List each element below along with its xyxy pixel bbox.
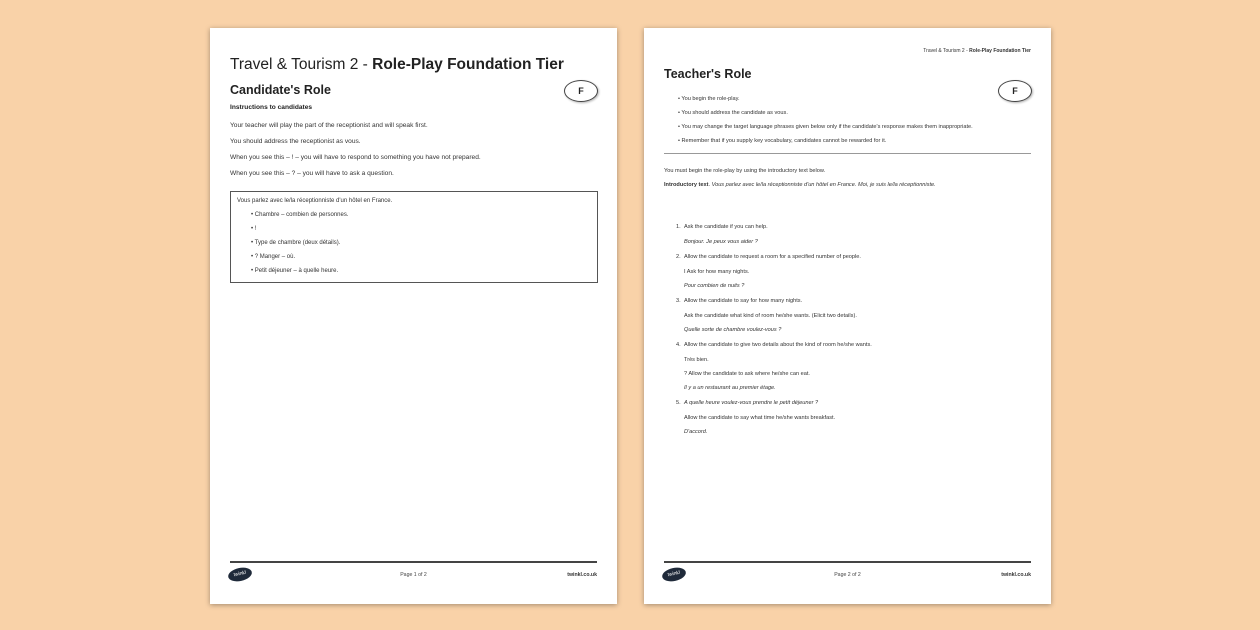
step-number: 1. [676, 224, 681, 230]
step-number: 3. [676, 298, 681, 304]
task-box [230, 191, 598, 283]
page-candidate-role [210, 28, 617, 604]
footer-site: twinkl.co.uk [567, 572, 597, 578]
step-number: 2. [676, 254, 681, 260]
step-number: 4. [676, 342, 681, 348]
header-bold: Role-Play Foundation Tier [969, 48, 1031, 54]
footer-divider [664, 561, 1031, 563]
page-teacher-role [644, 28, 1051, 604]
page-title [230, 56, 564, 74]
step-line: Très bien. [684, 357, 709, 363]
step-line: Ask the candidate if you can help. [684, 224, 768, 230]
step-line: Allow the candidate to say what time he/she wants breakfast. [684, 415, 836, 421]
step-line: D'accord. [684, 429, 708, 435]
intro-text: Vous parlez avec le/la réceptionniste d'un hôtel en France. Moi, je suis le/la réceptionniste. [711, 182, 936, 188]
task-item: • ? Manger – où. [251, 254, 295, 260]
task-item: • Chambre – combien de personnes. [251, 212, 349, 218]
step-line: Allow the candidate to request a room for a specified number of people. [684, 254, 861, 260]
step-line: Allow the candidate to say for how many nights. [684, 298, 803, 304]
teacher-bullet: • Remember that if you supply key vocabulary, candidates cannot be rewarded for it. [678, 138, 886, 144]
step-line: Ask the candidate what kind of room he/she wants. (Elicit two details). [684, 313, 857, 319]
section-title: Teacher's Role [664, 67, 752, 81]
step-line: I Ask for how many nights. [684, 269, 750, 275]
step-line: Il y a un restaurant au premier étage. [684, 385, 776, 391]
introductory-text: Introductory text. Vous parlez avec le/la réceptionniste d'un hôtel en France. Moi, je suis le/la réceptionniste. [664, 182, 936, 188]
page-number: Page 1 of 2 [400, 572, 427, 578]
running-header [923, 48, 1031, 54]
page-number: Page 2 of 2 [834, 572, 861, 578]
section-title: Candidate's Role [230, 83, 331, 97]
footer-site: twinkl.co.uk [1001, 572, 1031, 578]
step-line: Bonjour. Je peux vous aider ? [684, 239, 758, 245]
instruction-line: When you see this – ! – you will have to respond to something you have not prepared. [230, 154, 481, 161]
begin-text: You must begin the role-play by using the introductory text below. [664, 168, 826, 174]
step-line: Quelle sorte de chambre voulez-vous ? [684, 327, 782, 333]
step-line: A quelle heure voulez-vous prendre le petit déjeuner ? [684, 400, 819, 406]
teacher-bullet: • You may change the target language phrases given below only if the candidate's response makes them inappropriate. [678, 124, 973, 130]
task-item: • ! [251, 226, 256, 232]
step-line: Allow the candidate to give two details about the kind of room he/she wants. [684, 342, 872, 348]
step-line: Pour combien de nuits ? [684, 283, 745, 289]
header-prefix: Travel & Tourism 2 - [923, 48, 970, 54]
instruction-line: Your teacher will play the part of the receptionist and will speak first. [230, 122, 428, 129]
task-item: • Type de chambre (deux détails). [251, 240, 340, 246]
section-divider [664, 153, 1031, 154]
step-line: ? Allow the candidate to ask where he/she can eat. [684, 371, 810, 377]
task-item: • Petit déjeuner – à quelle heure. [251, 268, 338, 274]
twinkl-logo: twinkl [227, 566, 253, 584]
title-prefix: Travel & Tourism 2 - [230, 56, 373, 73]
intro-label: Introductory text [664, 182, 709, 188]
instructions-heading: Instructions to candidates [230, 104, 313, 111]
tier-badge: F [998, 80, 1032, 102]
step-number: 5. [676, 400, 681, 406]
twinkl-logo: twinkl [661, 566, 687, 584]
tier-badge: F [564, 80, 598, 102]
title-main: Role-Play Foundation Tier [372, 56, 564, 73]
instruction-line: You should address the receptionist as vous. [230, 138, 361, 145]
teacher-bullet: • You begin the role-play. [678, 96, 740, 102]
footer-divider [230, 561, 597, 563]
task-intro: Vous parlez avec le/la réceptionniste d'un hôtel en France. [237, 198, 393, 204]
instruction-line: When you see this – ? – you will have to ask a question. [230, 170, 394, 177]
teacher-bullet: • You should address the candidate as vous. [678, 110, 788, 116]
